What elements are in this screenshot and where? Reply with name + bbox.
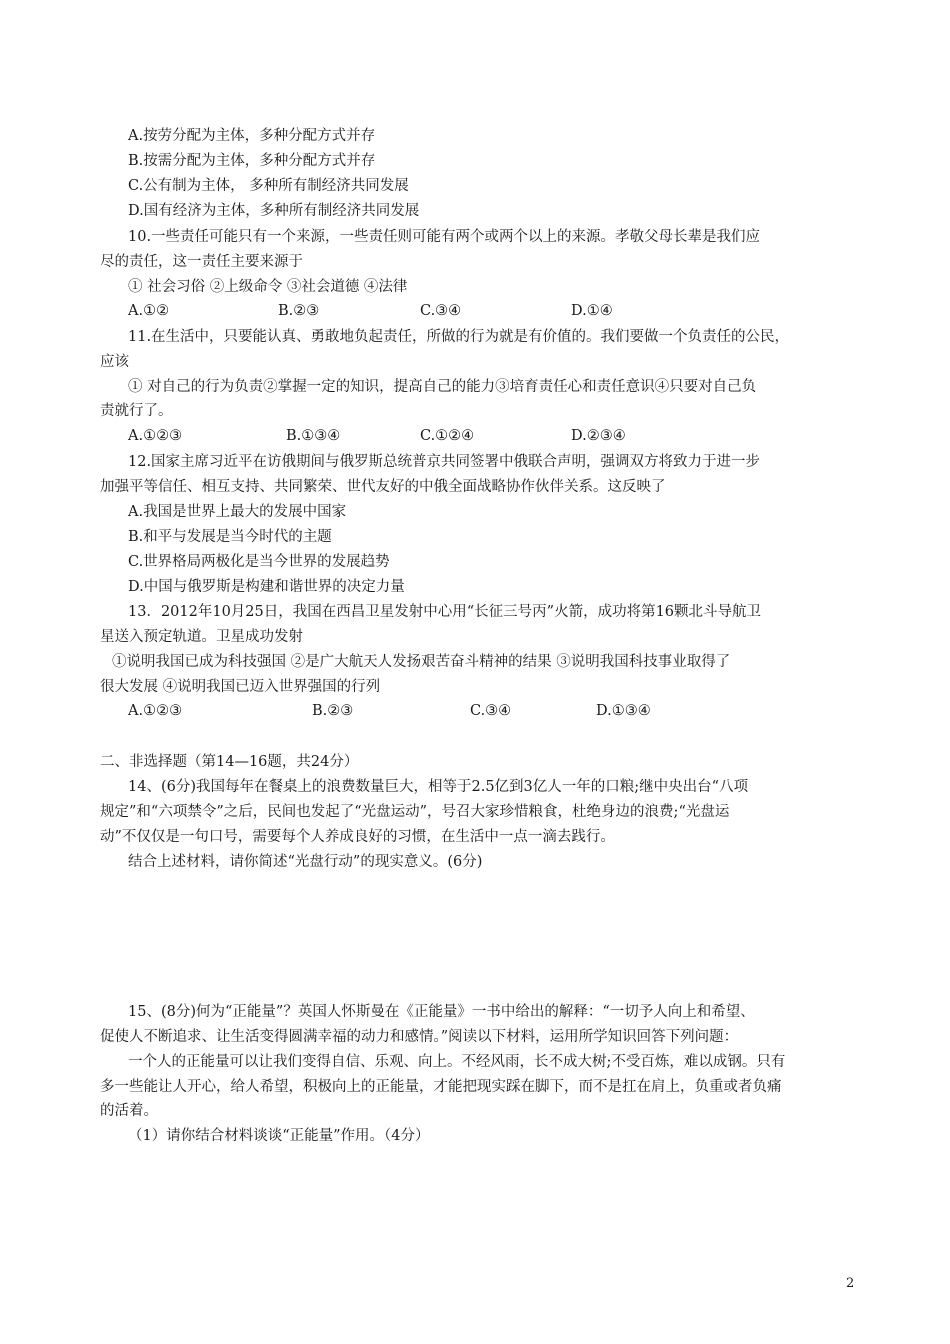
q13-option-d: D.①③④ [596, 703, 651, 719]
q14-line2: 规定”和“六项禁令”之后，民间也发起了“光盘运动”，号召大家珍惜粮食，杜绝身边的浪费;“光盘运 [100, 804, 730, 820]
q10-option-b: B.②③ [278, 303, 320, 319]
q10-options [128, 301, 828, 321]
q10-stem-line2: 尽的责任，这一责任主要来源于 [100, 254, 303, 270]
q15-subquestion-1: （1）请你结合材料谈谈“正能量”作用。（4分） [128, 1128, 430, 1144]
q15-line1: 15、(8分)何为“正能量”？英国人怀斯曼在《正能量》一书中给出的解释：“一切予人向上和希望、 [128, 1004, 755, 1020]
q11-option-a: A.①②③ [128, 428, 183, 444]
section2-heading: 二、非选择题（第14—16题，共24分） [100, 754, 359, 770]
q14-line1: 14、(6分)我国每年在餐桌上的浪费数量巨大，相等于2.5亿到3亿人一年的口粮;继中央出台“八项 [128, 779, 749, 795]
q15-material-line3: 的活着。 [100, 1103, 158, 1119]
q14-line3: 动”不仅仅是一句口号，需要每个人养成良好的习惯，在生活中一点一滴去践行。 [100, 829, 615, 845]
q9-option-a: A.按劳分配为主体，多种分配方式并存 [128, 128, 376, 144]
q15-material-line2: 多一些能让人开心，给人希望，积极向上的正能量，才能把现实踩在脚下，而不是扛在肩上，负重或者负痛 [100, 1079, 782, 1095]
q9-option-b: B.按需分配为主体，多种分配方式并存 [128, 153, 376, 169]
q11-options [128, 426, 828, 446]
q9-option-d: D.国有经济为主体，多种所有制经济共同发展 [128, 203, 420, 219]
q15-material-line1: 一个人的正能量可以让我们变得自信、乐观、向上。不经风雨，长不成大树;不受百炼，难以成钢。只有 [128, 1054, 786, 1070]
q12-stem-line1: 12.国家主席习近平在访俄期间与俄罗斯总统普京共同签署中俄联合声明，强调双方将致力于进一步 [128, 454, 761, 470]
q12-option-a: A.我国是世界上最大的发展中国家 [128, 504, 347, 520]
q10-stem-line1: 10.一些责任可能只有一个来源，一些责任则可能有两个或两个以上的来源。孝敬父母长辈是我们应 [128, 229, 761, 245]
page-number: 2 [846, 1276, 855, 1291]
q14-question: 结合上述材料，请你简述“光盘行动”的现实意义。(6分) [128, 854, 483, 870]
q11-stem-line2: 应该 [100, 354, 129, 370]
q13-stem-line1: 13．2012年10月25日，我国在西昌卫星发射中心用“长征三号丙”火箭，成功将第16颗北斗导航卫 [128, 604, 762, 620]
q9-option-c: C.公有制为主体， 多种所有制经济共同发展 [128, 178, 409, 194]
q12-option-c: C.世界格局两极化是当今世界的发展趋势 [128, 554, 390, 570]
q13-items-line2: 很大发展 ④说明我国已迈入世界强国的行列 [100, 679, 381, 695]
q13-options [128, 701, 828, 721]
q11-option-c: C.①②④ [420, 428, 475, 444]
q13-stem-line2: 星送入预定轨道。卫星成功发射 [100, 629, 303, 645]
q11-stem-line1: 11.在生活中，只要能认真、勇敢地负起责任，所做的行为就是有价值的。我们要做一个负责任的公民， [128, 329, 790, 345]
q13-option-c: C.③④ [470, 703, 512, 719]
q12-option-b: B.和平与发展是当今时代的主题 [128, 529, 332, 545]
q10-items: ① 社会习俗 ②上级命令 ③社会道德 ④法律 [128, 279, 408, 295]
q10-option-c: C.③④ [420, 303, 462, 319]
q13-items-line1: ①说明我国已成为科技强国 ②是广大航天人发扬艰苦奋斗精神的结果 ③说明我国科技事业取得了 [112, 654, 731, 670]
q10-option-a: A.①② [128, 303, 170, 319]
q11-option-d: D.②③④ [571, 428, 626, 444]
q15-line2: 促使人不断追求、让生活变得圆满幸福的动力和感情。”阅读以下材料，运用所学知识回答下列问题： [100, 1029, 739, 1045]
q13-option-a: A.①②③ [128, 703, 183, 719]
q11-option-b: B.①③④ [286, 428, 341, 444]
q11-items-line1: ① 对自己的行为负责②掌握一定的知识，提高自己的能力③培育责任心和责任意识④只要对自己负 [128, 379, 757, 395]
q12-option-d: D.中国与俄罗斯是构建和谐世界的决定力量 [128, 579, 405, 595]
q13-option-b: B.②③ [312, 703, 354, 719]
q11-items-line2: 责就行了。 [100, 403, 173, 419]
q10-option-d: D.①④ [571, 303, 613, 319]
q12-stem-line2: 加强平等信任、相互支持、共同繁荣、世代友好的中俄全面战略协作伙伴关系。这反映了 [100, 479, 666, 495]
